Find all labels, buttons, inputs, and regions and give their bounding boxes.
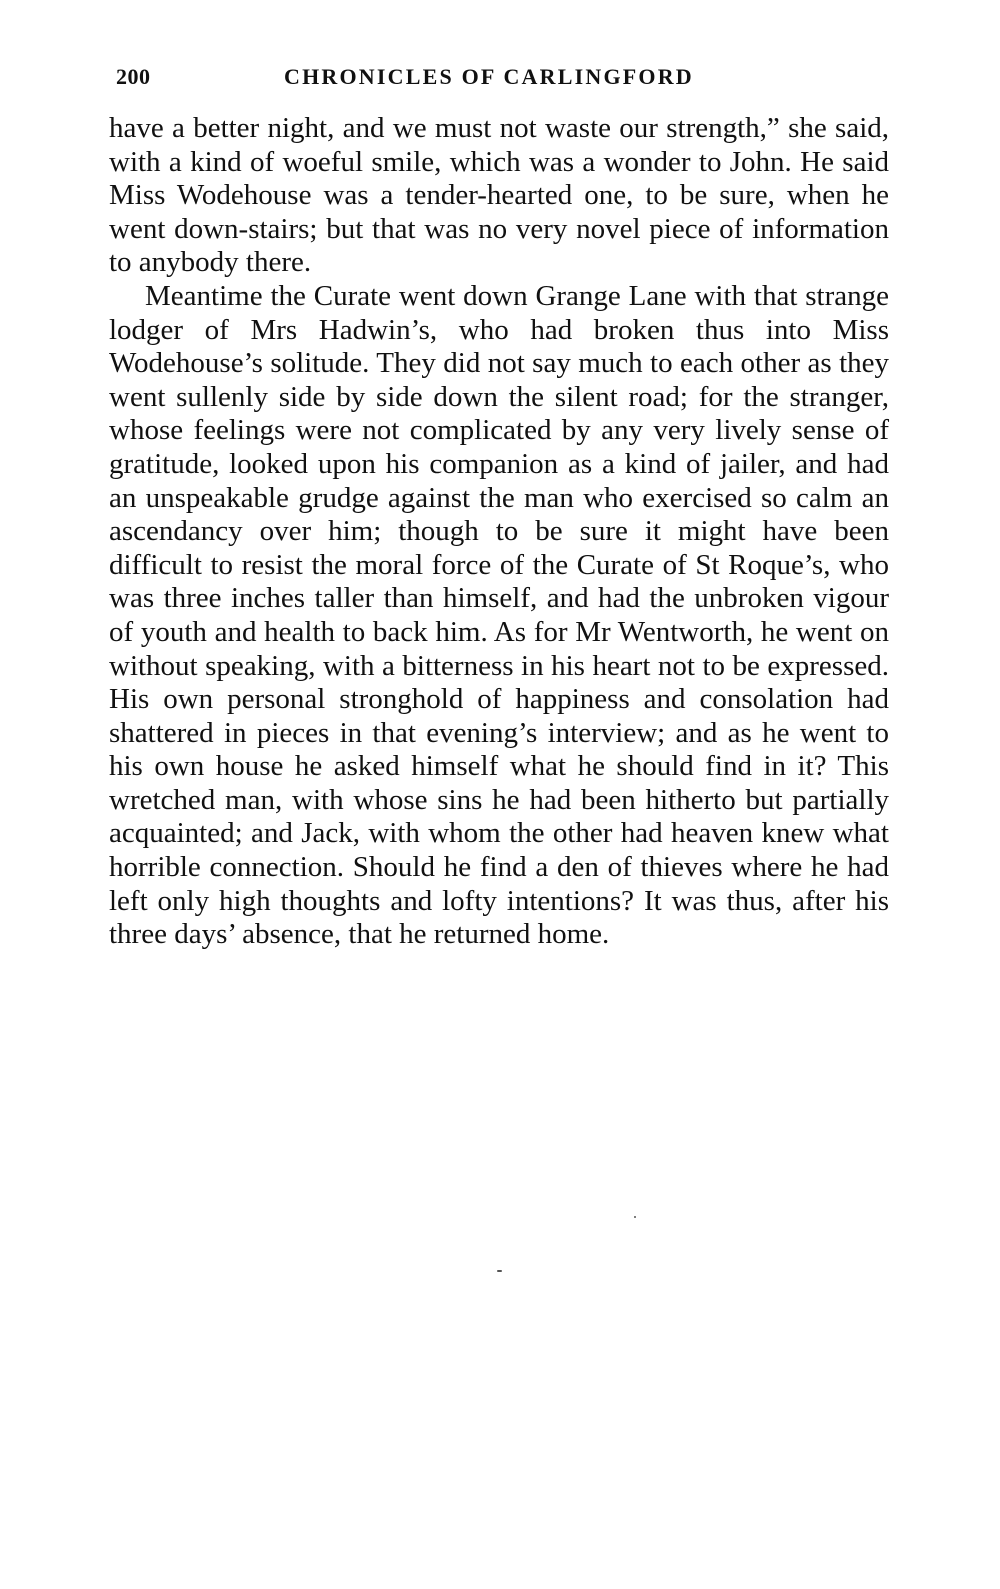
body-text (109, 112, 889, 952)
print-speck (497, 1270, 502, 1272)
paragraph-meantime: Meantime the Curate went down Grange Lane with that strange lodger of Mrs Hadwin’s, who had broken thus into Miss Wodehouse’s solitude. They did not say much to each other as they went sullenly side by side down the silent road; for the stranger, whose feelings were not complicated by any very lively sense of gratitude, looked upon his companion as a kind of jailer, and had an unspeakable grudge against the man who exercised so calm an ascendancy over him; though to be sure it might have been difficult to resist the moral force of the Curate of St Roque’s, who was three inches taller than himself, and had the unbroken vigour of youth and health to back him. As for Mr Wentworth, he went on without speaking, with a bitterness in his heart not to be expressed. His own personal stronghold of happiness and consolation had shattered in pieces in that evening’s interview; and as he went to his own house he asked himself what he should find in it? This wretched man, with whose sins he had been hitherto but partially acquainted; and Jack, with whom the other had heaven knew what horrible connection. Should he find a den of thieves where he had left only high thoughts and lofty intentions? It was thus, after his three days’ absence, that he returned home. (109, 279, 889, 951)
running-head (112, 64, 892, 98)
running-title: CHRONICLES OF CARLINGFORD (284, 64, 694, 89)
print-speck (634, 1216, 636, 1218)
paragraph-continuation: have a better night, and we must not waste our strength,” she said, with a kind of woeful smile, which was a wonder to John. He said Miss Wodehouse was a tender-hearted one, to be sure, when he went down-stairs; but that was no very novel piece of information to anybody there. (109, 112, 889, 279)
page-number: 200 (116, 64, 151, 89)
